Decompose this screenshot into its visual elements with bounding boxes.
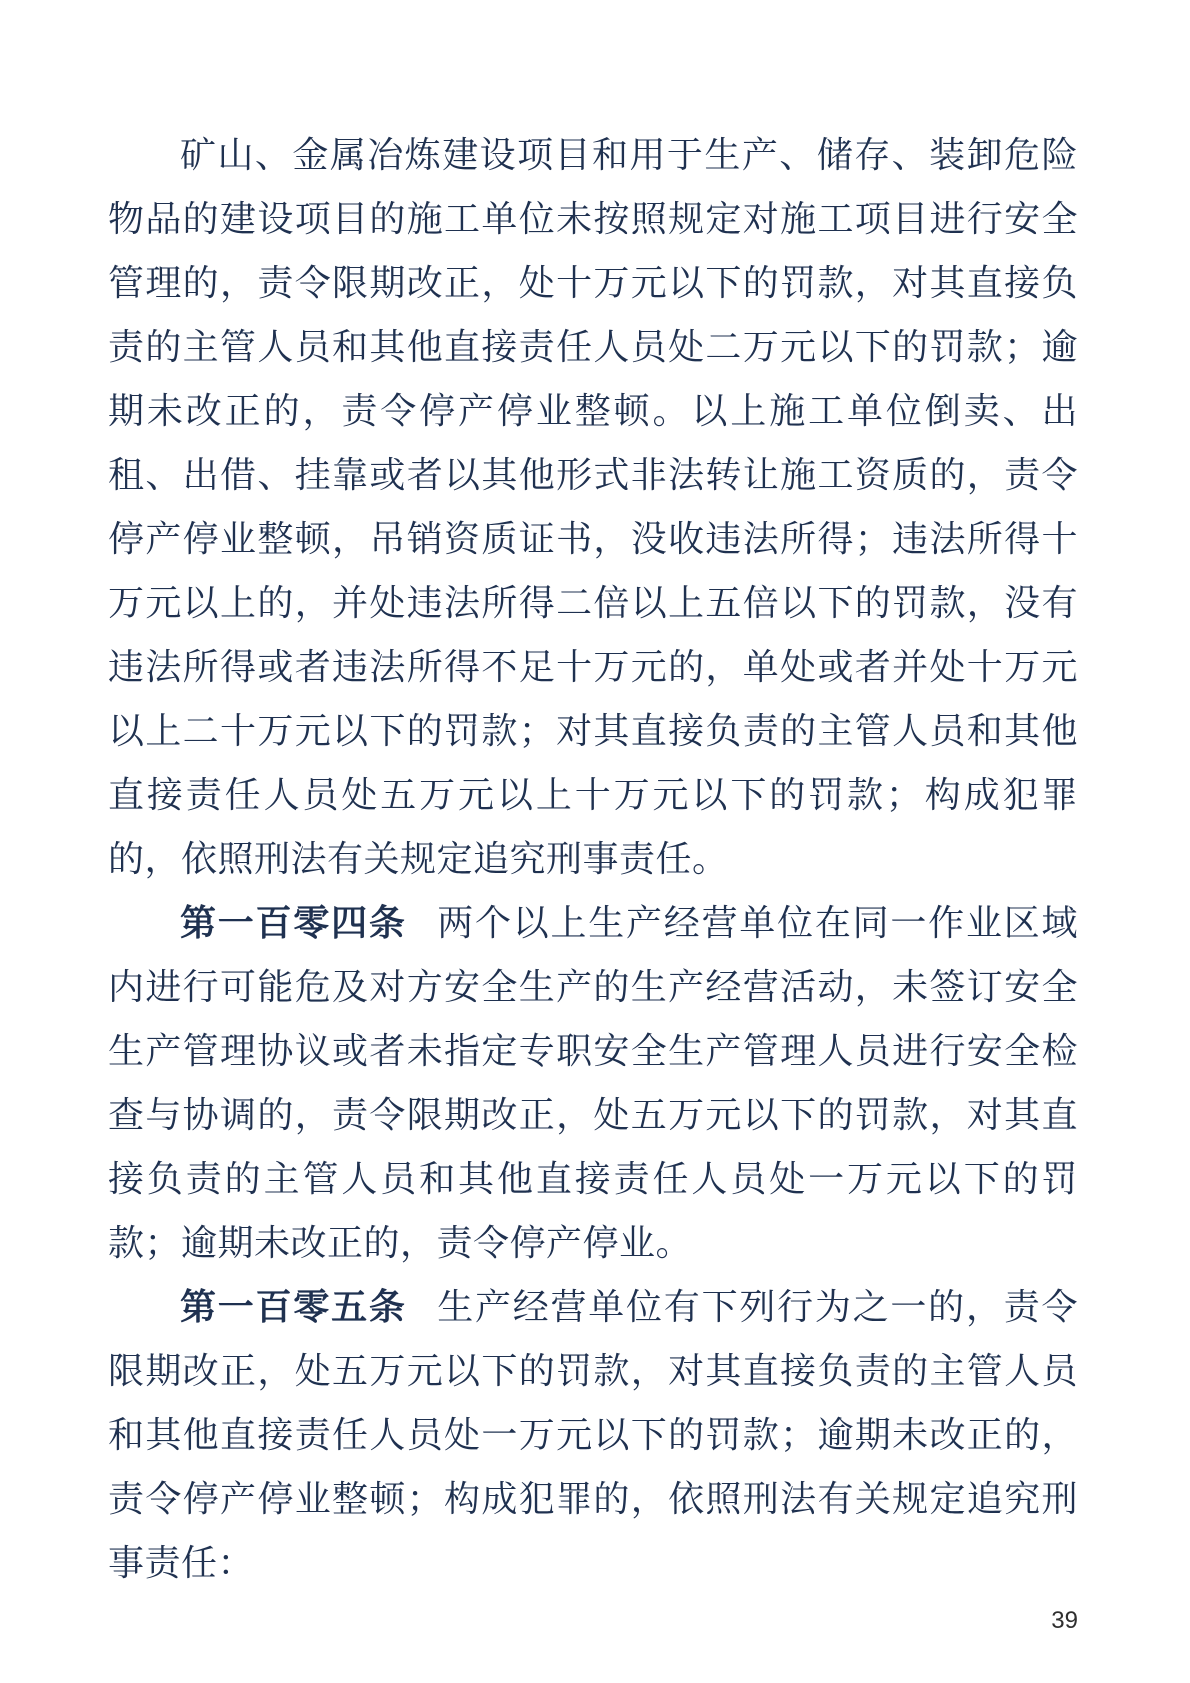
article-number: 第一百零四条: [180, 902, 407, 943]
article-paragraph: [108, 891, 1078, 1275]
article-paragraph: [108, 1275, 1078, 1595]
paragraph-text: 两个以上生产经营单位在同一作业区域内进行可能危及对方安全生产的生产经营活动，未签订安全生产管理协议或者未指定专职安全生产管理人员进行安全检查与协调的，责令限期改正，处五万元以下的罚款，对其直接负责的主管人员和其他直接责任人员处一万元以下的罚款；逾期未改正的，责令停产停业。: [108, 903, 1078, 1263]
body-paragraph: [108, 123, 1078, 891]
article-number: 第一百零五条: [180, 1286, 407, 1327]
paragraph-text: 矿山、金属冶炼建设项目和用于生产、储存、装卸危险物品的建设项目的施工单位未按照规定对施工项目进行安全管理的，责令限期改正，处十万元以下的罚款，对其直接负责的主管人员和其他直接责任人员处二万元以下的罚款；逾期未改正的，责令停产停业整顿。以上施工单位倒卖、出租、出借、挂靠或者以其他形式非法转让施工资质的，责令停产停业整顿，吊销资质证书，没收违法所得；违法所得十万元以上的，并处违法所得二倍以上五倍以下的罚款，没有违法所得或者违法所得不足十万元的，单处或者并处十万元以上二十万元以下的罚款；对其直接负责的主管人员和其他直接责任人员处五万元以上十万元以下的罚款；构成犯罪的，依照刑法有关规定追究刑事责任。: [108, 135, 1078, 879]
document-body: [108, 123, 1078, 1595]
page-number: 39: [1051, 1607, 1078, 1634]
paragraph-text: 生产经营单位有下列行为之一的，责令限期改正，处五万元以下的罚款，对其直接负责的主管人员和其他直接责任人员处一万元以下的罚款；逾期未改正的，责令停产停业整顿；构成犯罪的，依照刑法有关规定追究刑事责任：: [108, 1287, 1078, 1583]
